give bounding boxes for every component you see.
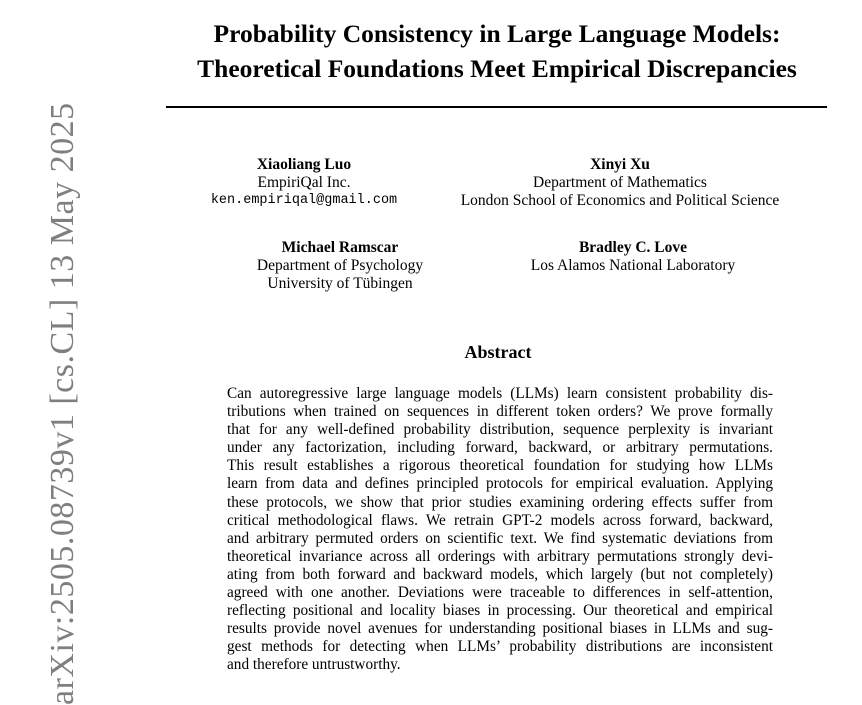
author-name: Xinyi Xu bbox=[590, 156, 650, 173]
abstract-line: these protocols, we show that prior studies examining ordering effects suffer from bbox=[227, 493, 773, 511]
abstract-line: results provide novel avenues for understanding positional biases in LLMs and sug- bbox=[227, 620, 773, 638]
abstract-body bbox=[227, 385, 773, 675]
abstract-line: and therefore untrustworthy. bbox=[227, 656, 401, 674]
abstract-line: critical methodological flaws. We retrain GPT-2 models across forward, backward, bbox=[227, 511, 773, 529]
title-rule bbox=[166, 106, 827, 108]
arxiv-identifier: arXiv:2505.08739v1 [cs.CL] 13 May 2025 bbox=[44, 102, 81, 705]
abstract-line: ating from both forward and backward models, which largely (but not completely) bbox=[227, 565, 773, 583]
author-affiliation: Los Alamos National Laboratory bbox=[530, 257, 736, 274]
author-name: Bradley C. Love bbox=[578, 239, 688, 256]
abstract-line: theoretical invariance across all orderings with arbitrary permutations strongly devi- bbox=[227, 547, 773, 565]
author-affiliation: University of Tübingen bbox=[267, 275, 413, 292]
author-name: Michael Ramscar bbox=[281, 239, 399, 256]
author-name: Xiaoliang Luo bbox=[256, 156, 352, 173]
title-line-2: Theoretical Foundations Meet Empirical Discrepancies bbox=[197, 54, 797, 83]
abstract-line: tributions when trained on sequences in different token orders? We prove formally bbox=[227, 403, 773, 421]
author-block-ramscar bbox=[200, 239, 480, 293]
author-block-luo bbox=[170, 156, 438, 210]
title-line-1: Probability Consistency in Large Language Models: bbox=[213, 19, 781, 48]
author-block-xu bbox=[440, 156, 800, 210]
author-block-love bbox=[480, 239, 786, 275]
abstract-line: reflecting positional and locality biases in processing. Our theoretical and empirical bbox=[227, 602, 773, 620]
abstract-heading: Abstract bbox=[464, 342, 532, 362]
abstract-line: and arbitrary permuted orders on scientific text. We find systematic deviations from bbox=[227, 529, 773, 547]
author-affiliation: London School of Economics and Political Science bbox=[460, 192, 780, 209]
author-affiliation: Department of Mathematics bbox=[533, 174, 707, 191]
paper-title bbox=[166, 16, 828, 86]
abstract-line: Can autoregressive large language models (LLMs) learn consistent probability dis- bbox=[227, 385, 773, 402]
author-affiliation: Department of Psychology bbox=[256, 257, 424, 274]
abstract-line: This result establishes a rigorous theoretical foundation for studying how LLMs bbox=[227, 457, 773, 475]
author-affiliation: EmpiriQal Inc. bbox=[257, 174, 351, 191]
abstract-line: under any factorization, including forward, backward, or arbitrary permutations. bbox=[227, 439, 773, 457]
abstract-line: agreed with one another. Deviations were traceable to differences in self-attention, bbox=[227, 584, 773, 602]
abstract-line: gest methods for detecting when LLMs’ probability distributions are inconsistent bbox=[227, 638, 773, 656]
author-email[interactable]: ken.empiriqal@gmail.com bbox=[210, 193, 398, 208]
abstract-line: learn from data and defines principled protocols for empirical evaluation. Applying bbox=[227, 475, 773, 493]
abstract-line: that for any well-defined probability distribution, sequence perplexity is invariant bbox=[227, 421, 773, 439]
